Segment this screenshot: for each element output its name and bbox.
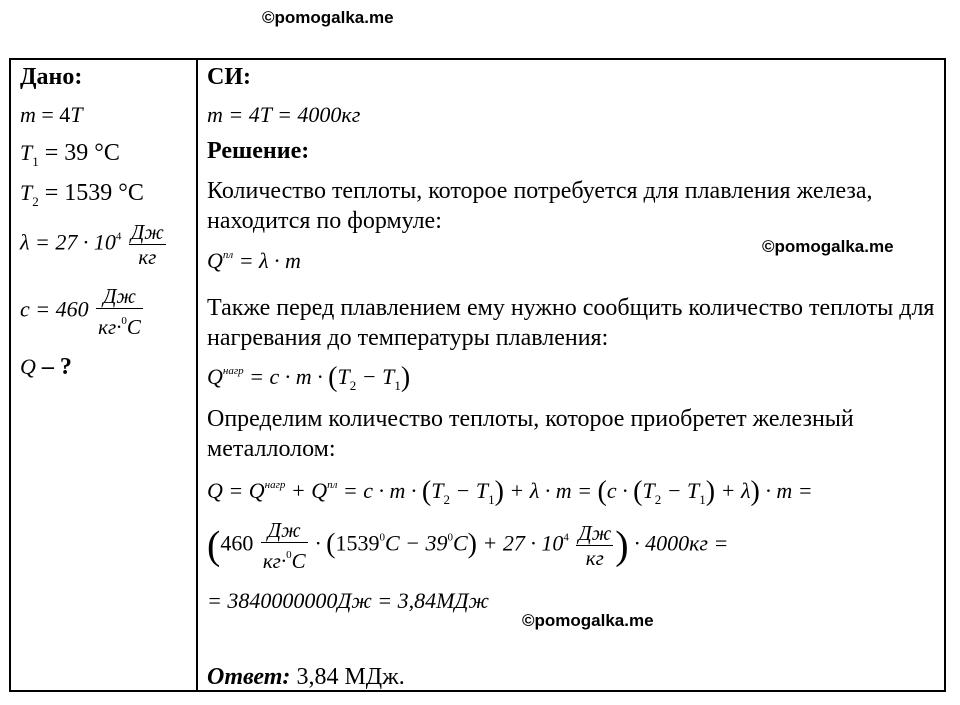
lambda-unit-num: Дж bbox=[130, 220, 164, 244]
f4-c1: C − 39 bbox=[384, 530, 448, 556]
c-lhs: c = 460 bbox=[20, 296, 89, 322]
f3-t1: 1 bbox=[488, 492, 495, 507]
answer-label: Ответ: bbox=[207, 664, 291, 690]
t2-sub: 2 bbox=[32, 194, 39, 209]
f4-mid1: · bbox=[309, 530, 327, 556]
answer-value: 3,84 МДж. bbox=[290, 664, 405, 690]
f4-deg-b: 0 bbox=[447, 531, 453, 544]
f2-rest: = c · m · bbox=[243, 364, 329, 389]
f4-paren-open: ( bbox=[207, 522, 221, 568]
f2-paren-close: ) bbox=[400, 362, 411, 393]
f2-paren-open: ( bbox=[328, 362, 338, 393]
f2-sub2: 2 bbox=[349, 378, 357, 393]
f4-den-pre: кг· bbox=[262, 549, 287, 573]
f4-l-den: кг bbox=[585, 546, 604, 570]
lambda-units-fraction bbox=[129, 220, 166, 269]
given-heading: Дано: bbox=[20, 64, 83, 90]
f4-l-num: Дж bbox=[578, 521, 612, 545]
answer bbox=[207, 664, 405, 691]
solution-text-1: Количество теплоты, которое потребуется для плавления железа, находится по формуле: bbox=[207, 178, 873, 234]
f4-c2: C bbox=[452, 530, 468, 556]
var-t2: T bbox=[20, 180, 33, 205]
f3-t2: 2 bbox=[443, 492, 450, 507]
f3-a-sup: нагр bbox=[264, 479, 286, 491]
f2-sup: нагр bbox=[222, 365, 244, 377]
lambda-exp: 4 bbox=[115, 230, 122, 243]
f2-q: Q bbox=[207, 364, 223, 389]
si-conversion: m = 4T = 4000кг bbox=[207, 102, 361, 127]
c-units-fraction bbox=[96, 284, 143, 339]
f3-b: + Q bbox=[285, 478, 328, 503]
f3-g: · m = bbox=[759, 478, 813, 503]
si-heading: СИ: bbox=[207, 64, 251, 90]
given-find bbox=[20, 354, 72, 381]
formula-substitution bbox=[207, 518, 728, 573]
f3-paren3-close: ) bbox=[705, 476, 716, 507]
c-unit-num: Дж bbox=[96, 284, 143, 309]
f3-e: c · bbox=[606, 478, 634, 503]
find-question: ? bbox=[59, 354, 72, 380]
solution-text-3: Определим количество теплоты, которое приобретет железный металлолом: bbox=[207, 406, 854, 462]
t2-value: = 1539 °C bbox=[38, 180, 144, 206]
f4-inner-open: ( bbox=[326, 528, 336, 560]
f4-inner-close: ) bbox=[467, 528, 477, 560]
c-den-post: C bbox=[126, 315, 141, 339]
f4-c-units bbox=[261, 518, 308, 573]
mass-unit: T bbox=[70, 102, 83, 127]
f3-t1-b: 1 bbox=[699, 492, 706, 507]
given-mass bbox=[20, 102, 83, 128]
f4-c-den bbox=[261, 543, 308, 573]
f3-paren2-open: ( bbox=[597, 476, 607, 507]
c-den-sup: 0 bbox=[121, 315, 127, 327]
var-t1: T bbox=[20, 140, 33, 165]
f3-t: T bbox=[431, 478, 444, 503]
f3-a: Q = Q bbox=[207, 478, 265, 503]
f3-t2-b: 2 bbox=[654, 492, 662, 507]
mass-eq: = 4 bbox=[35, 102, 71, 127]
c-den-pre: кг· bbox=[98, 315, 122, 339]
f4-t-a: 1539 bbox=[335, 530, 380, 556]
solution-heading: Решение: bbox=[207, 138, 310, 164]
f4-exp: 4 bbox=[563, 531, 569, 544]
f4-460: 460 bbox=[220, 530, 254, 556]
t1-sub: 1 bbox=[32, 154, 39, 169]
watermark-top: ©pomogalka.me bbox=[262, 8, 394, 27]
f3-paren1-open: ( bbox=[421, 476, 432, 507]
watermark-bottom: ©pomogalka.me bbox=[522, 611, 654, 630]
f3-t-b: T bbox=[642, 478, 655, 503]
f1-rest: = λ · m bbox=[233, 248, 301, 273]
f2-sub1: 1 bbox=[394, 378, 401, 393]
f3-paren3-open: ( bbox=[633, 476, 643, 507]
f3-c: = c · m · bbox=[337, 478, 422, 503]
f3-minus-b: − T bbox=[661, 478, 700, 503]
lambda-unit-den: кг bbox=[138, 245, 157, 269]
given-t2 bbox=[20, 180, 144, 210]
f3-paren1-close: ) bbox=[494, 476, 504, 507]
t1-value: = 39 °C bbox=[38, 140, 120, 166]
f4-lambda-units bbox=[576, 521, 613, 570]
watermark-middle: ©pomogalka.me bbox=[762, 237, 894, 256]
find-var: Q bbox=[20, 354, 36, 379]
formula-total bbox=[207, 476, 813, 508]
f1-sup: пл bbox=[222, 249, 234, 261]
given-lambda bbox=[20, 220, 168, 269]
f3-b-sup: пл bbox=[327, 479, 338, 491]
given-t1 bbox=[20, 140, 120, 170]
var-m: m bbox=[20, 102, 36, 127]
given-c bbox=[20, 284, 145, 339]
f4-c-num: Дж bbox=[261, 518, 308, 543]
f4-den-sup: 0 bbox=[286, 549, 292, 561]
f3-d: + λ · m = bbox=[503, 478, 598, 503]
formula-result: = 3840000000Дж = 3,84МДж bbox=[207, 588, 489, 613]
f4-paren-close: ) bbox=[615, 522, 629, 568]
find-dash: – bbox=[35, 354, 60, 380]
f4-deg-a: 0 bbox=[379, 531, 385, 544]
f2-minus: − T bbox=[356, 364, 395, 389]
f3-minus: − T bbox=[449, 478, 489, 503]
lambda-lhs: λ = 27 · 10 bbox=[20, 229, 116, 255]
f3-paren2-close: ) bbox=[750, 476, 760, 507]
column-divider bbox=[196, 58, 198, 692]
f4-tail: · 4000кг = bbox=[628, 530, 729, 556]
f2-t2: T bbox=[337, 364, 350, 389]
c-unit-den bbox=[96, 309, 143, 339]
formula-melting bbox=[207, 248, 301, 274]
formula-heating bbox=[207, 362, 410, 394]
f4-den-post: C bbox=[291, 549, 306, 573]
f4-mid2: + 27 · 10 bbox=[477, 530, 564, 556]
f3-f: + λ bbox=[715, 478, 751, 503]
f1-q: Q bbox=[207, 248, 223, 273]
solution-text-2: Также перед плавлением ему нужно сообщить количество теплоты для нагревания до температуры плавления: bbox=[207, 295, 935, 351]
